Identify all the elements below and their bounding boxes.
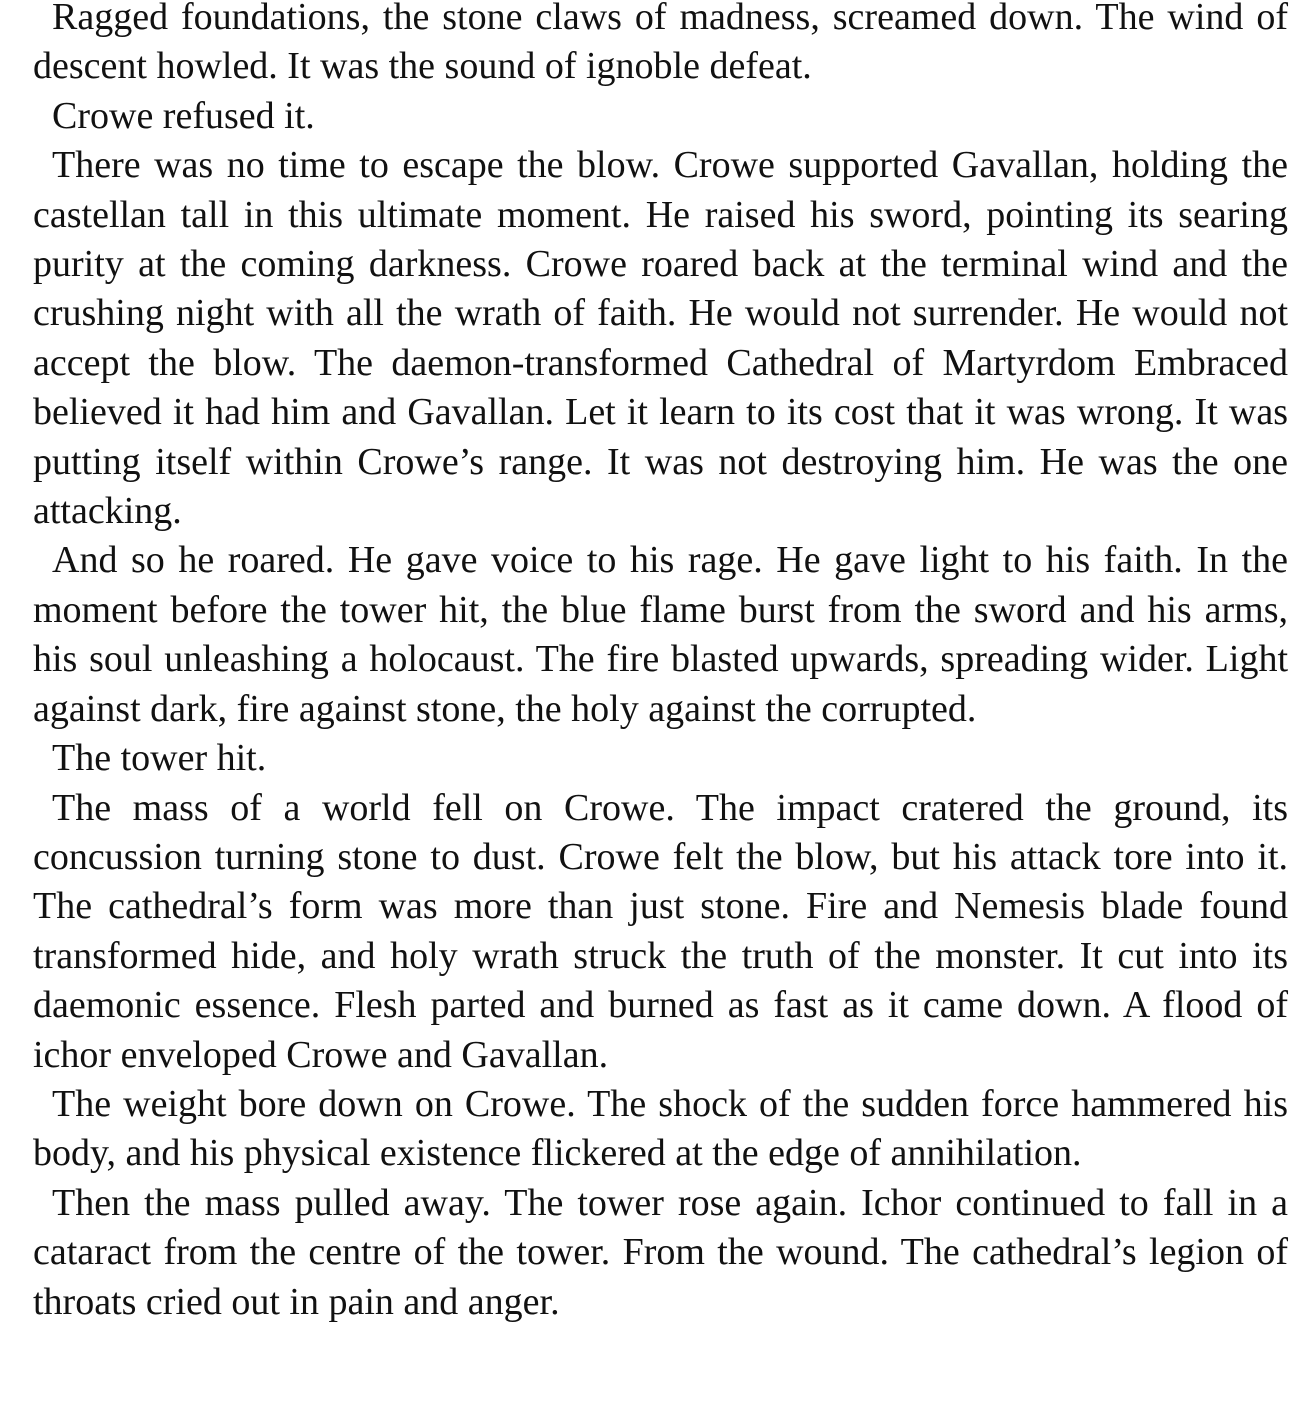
paragraph-1: Ragged foundations, the stone claws of madness, screamed down. The wind of descent howled. It was the sound of ignoble defeat. (33, 0, 1288, 88)
paragraph-4: And so he roared. He gave voice to his rage. He gave light to his faith. In the moment before the tower hit, the blue flame burst from the sword and his arms, his soul unleashing a holocaust. The fire blasted upwards, spreading wider. Light against dark, fire against stone, the holy against the corrupted. (33, 539, 1288, 730)
paragraph-7: The weight bore down on Crowe. The shock of the sudden force hammered his body, and his physical existence flickered at the edge of annihilation. (33, 1082, 1288, 1175)
paragraph-6: The mass of a world fell on Crowe. The impact cratered the ground, its concussion turning stone to dust. Crowe felt the blow, but his attack tore into it. The cathedral’s form was more than just stone. Fire and Nemesis blade found transformed hide, and holy wrath struck the truth of the monster. It cut into its daemonic essence. Flesh parted and burned as fast as it came down. A flood of ichor enveloped Crowe and Gavallan. (33, 786, 1288, 1076)
paragraph-3: There was no time to escape the blow. Crowe supported Gavallan, holding the castellan tall in this ultimate moment. He raised his sword, pointing its searing purity at the coming darkness. Crowe roared back at the terminal wind and the crushing night with all the wrath of faith. He would not surrender. He would not accept the blow. The daemon-transformed Cathedral of Martyrdom Embraced believed it had him and Gavallan. Let it learn to its cost that it was wrong. It was putting itself within Crowe’s range. It was not destroying him. He was the one attacking. (33, 144, 1288, 533)
paragraph-2: Crowe refused it. (52, 94, 315, 137)
paragraph-8: Then the mass pulled away. The tower rose again. Ichor continued to fall in a cataract from the centre of the tower. From the wound. The cathedral’s legion of throats cried out in pain and anger. (33, 1181, 1288, 1323)
paragraph-5: The tower hit. (52, 737, 267, 780)
